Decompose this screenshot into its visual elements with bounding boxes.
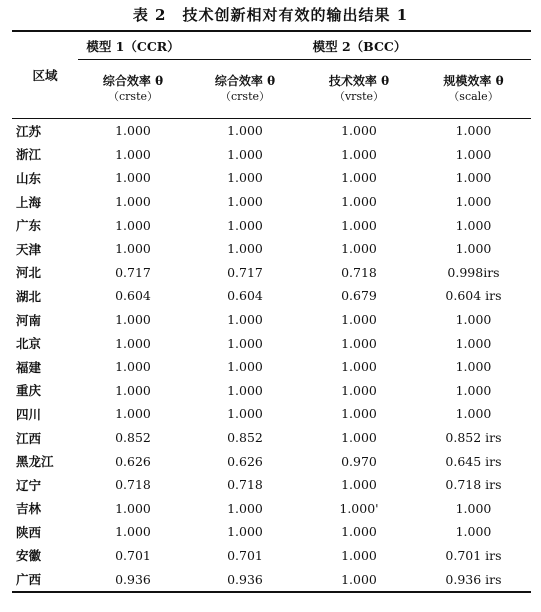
value-cell: 0.701 irs [445,547,502,563]
value-cell: 0.604 irs [445,288,502,304]
value-cell: 1.000 [227,123,263,139]
table-row [12,284,531,308]
value-cell: 1.000 [341,217,377,233]
value-cell: 1.000 [227,146,263,162]
table-row [12,544,531,568]
value-cell: 0.852 [115,430,151,446]
column-header-label: 综合效率 θ [102,74,164,88]
value-cell: 1.000 [455,406,492,422]
region-cell: 广东 [16,218,42,234]
column-header-code: （scale） [448,90,499,103]
value-cell: 0.626 [115,453,151,469]
region-cell: 河北 [16,265,42,281]
column-header-label: 规模效率 θ [443,74,504,88]
model1-header: 模型 1（CCR） [78,31,188,60]
table-row [12,308,531,332]
value-cell: 1.000 [227,359,263,375]
value-cell: 1.000' [339,500,379,516]
region-cell: 湖北 [16,288,42,304]
value-cell: 1.000 [227,170,263,186]
value-cell: 1.000 [455,241,492,257]
table-row [12,331,531,355]
value-cell: 1.000 [227,312,263,328]
value-cell: 0.936 [115,571,151,587]
value-cell: 0.852 [227,430,263,446]
value-cell: 0.852 irs [445,430,502,446]
table-row [12,213,531,237]
value-cell: 1.000 [115,382,151,398]
value-cell: 1.000 [227,382,263,398]
table-row [12,426,531,450]
value-cell: 0.645 irs [445,453,502,469]
table-row [12,237,531,261]
value-cell: 1.000 [455,217,492,233]
value-cell: 1.000 [455,170,492,186]
value-cell: 0.679 [341,288,377,304]
value-cell: 1.000 [455,194,492,210]
value-cell: 0.936 irs [445,571,502,587]
value-cell: 0.936 [227,571,263,587]
table-row [12,143,531,167]
value-cell: 0.970 [341,453,377,469]
value-cell: 1.000 [227,524,263,540]
value-cell: 1.000 [115,217,151,233]
value-cell: 1.000 [115,123,151,139]
table-row [12,190,531,214]
value-cell: 1.000 [341,382,377,398]
value-cell: 1.000 [341,524,377,540]
region-cell: 江苏 [16,123,42,139]
value-cell: 0.717 [115,264,151,280]
value-cell: 0.718 irs [445,477,502,493]
table-row [12,520,531,544]
table-row [12,497,531,521]
value-cell: 0.718 [227,477,263,493]
value-cell: 1.000 [115,146,151,162]
value-cell: 1.000 [115,241,151,257]
value-cell: 1.000 [227,217,263,233]
region-cell: 天津 [16,241,42,257]
value-cell: 1.000 [115,500,151,516]
region-cell: 山东 [16,170,42,186]
column-header-code: （vrste） [333,90,385,103]
value-cell: 0.701 [227,547,263,563]
value-cell: 1.000 [455,123,492,139]
value-cell: 1.000 [227,241,263,257]
value-cell: 1.000 [455,382,492,398]
table-row [12,449,531,473]
column-header-code: （crste） [108,90,158,103]
value-cell: 1.000 [455,312,492,328]
value-cell: 1.000 [455,500,492,516]
region-cell: 四川 [16,406,42,422]
value-cell: 0.717 [227,264,263,280]
column-header-label: 综合效率 θ [214,74,276,88]
value-cell: 1.000 [341,312,377,328]
value-cell: 1.000 [341,406,377,422]
region-cell: 安徽 [16,548,42,564]
table-row [12,567,531,592]
value-cell: 1.000 [341,194,377,210]
value-cell: 1.000 [115,312,151,328]
table-row [12,473,531,497]
table-title: 表 2 技术创新相对有效的输出结果 1 [132,6,409,24]
region-cell: 福建 [16,359,42,375]
region-cell: 重庆 [16,383,42,399]
value-cell: 1.000 [115,194,151,210]
region-cell: 辽宁 [16,477,42,493]
region-cell: 浙江 [16,147,42,163]
column-header-label: 技术效率 θ [328,74,390,88]
value-cell: 1.000 [455,335,492,351]
region-cell: 广西 [16,572,42,588]
table-row [12,119,531,143]
value-cell: 1.000 [115,170,151,186]
table-row [12,355,531,379]
column-header [416,60,531,119]
value-cell: 1.000 [341,123,377,139]
value-cell: 1.000 [341,241,377,257]
value-cell: 1.000 [341,430,377,446]
model2-header: 模型 2（BCC） [188,31,531,60]
value-cell: 0.626 [227,453,263,469]
value-cell: 1.000 [341,335,377,351]
value-cell: 1.000 [455,146,492,162]
region-cell: 上海 [16,194,42,210]
value-cell: 1.000 [115,406,151,422]
column-header [78,60,188,119]
value-cell: 0.604 [115,288,151,304]
region-cell: 北京 [16,336,42,352]
value-cell: 1.000 [115,335,151,351]
value-cell: 0.604 [227,288,263,304]
value-cell: 1.000 [227,335,263,351]
value-cell: 1.000 [341,477,377,493]
column-header [302,60,416,119]
region-cell: 江西 [16,430,42,446]
column-header [188,60,302,119]
value-cell: 1.000 [115,524,151,540]
region-cell: 河南 [16,312,42,328]
value-cell: 1.000 [341,359,377,375]
region-cell: 黑龙江 [16,454,54,470]
column-header-code: （crste） [220,90,270,103]
value-cell: 1.000 [115,359,151,375]
value-cell: 1.000 [455,524,492,540]
value-cell: 1.000 [227,194,263,210]
table-row [12,379,531,403]
value-cell: 1.000 [341,547,377,563]
value-cell: 1.000 [341,146,377,162]
value-cell: 0.718 [341,264,377,280]
value-cell: 0.718 [115,477,151,493]
table-row [12,402,531,426]
region-cell: 陕西 [16,524,42,540]
value-cell: 1.000 [455,359,492,375]
value-cell: 0.701 [115,547,151,563]
table-row [12,261,531,285]
value-cell: 1.000 [227,500,263,516]
value-cell: 0.998irs [447,264,500,280]
table-row [12,166,531,190]
region-header: 区域 [12,31,78,119]
efficiency-table [12,30,531,593]
value-cell: 1.000 [227,406,263,422]
value-cell: 1.000 [341,571,377,587]
value-cell: 1.000 [341,170,377,186]
region-cell: 吉林 [16,501,42,517]
